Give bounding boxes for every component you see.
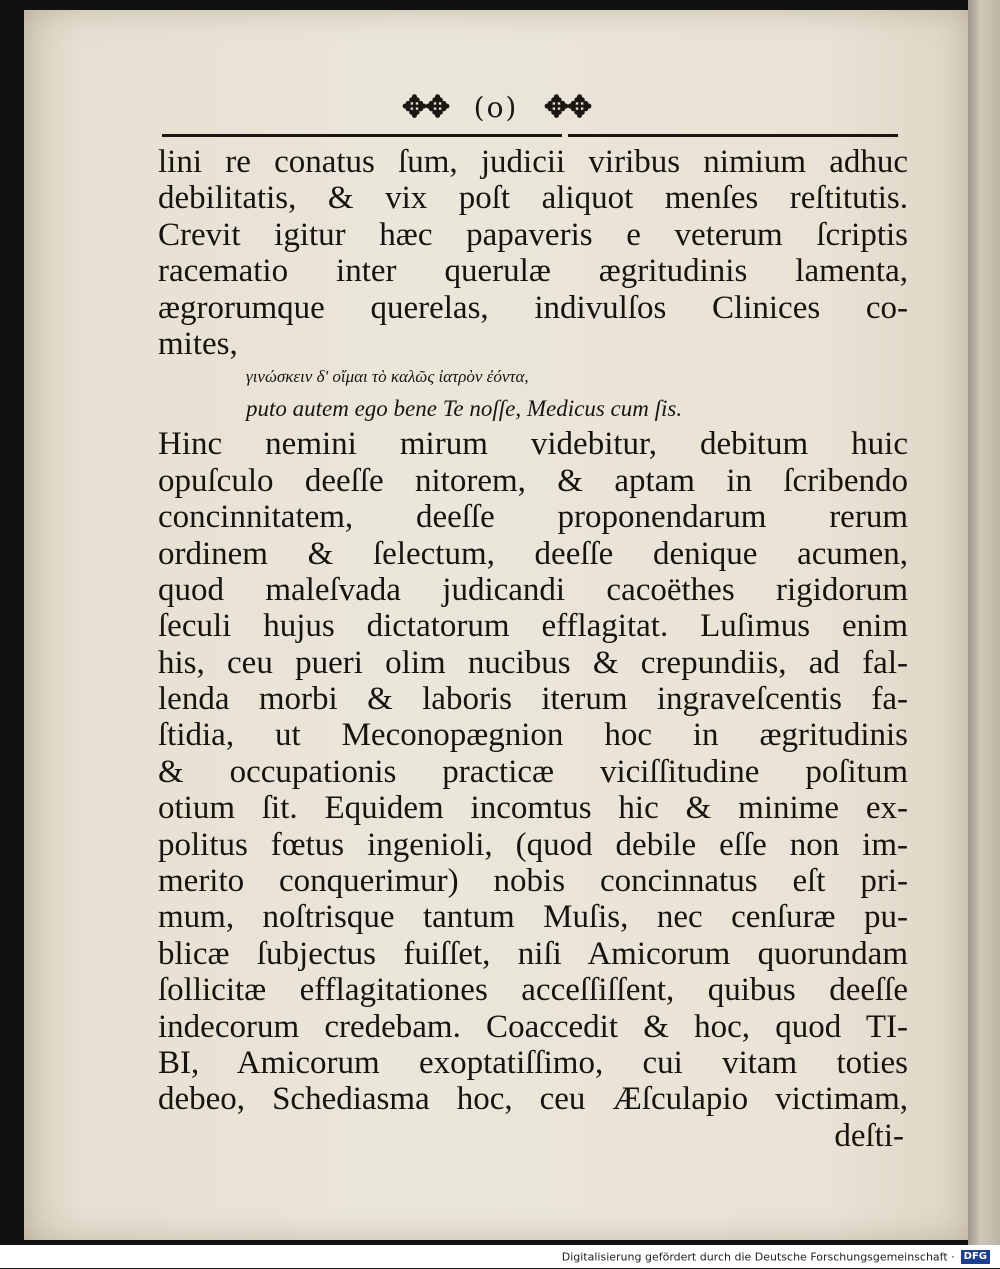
text-line: ſeculi hujus dictatorum efflagitat. Luſimus enim bbox=[158, 608, 908, 645]
text-line: Hinc nemini mirum videbitur, debitum huic bbox=[158, 426, 908, 463]
digitization-footer bbox=[0, 1245, 1000, 1268]
text-line: ſollicitæ efflagitationes acceſſiſſent, quibus deeſſe bbox=[158, 972, 908, 1009]
book-page bbox=[24, 10, 968, 1240]
text-line: & occupationis practicæ viciſſitudine poſitum bbox=[158, 753, 908, 790]
catchword: deſti- bbox=[834, 1117, 904, 1154]
body-text bbox=[158, 144, 908, 1154]
text-line: ægrorumque querelas, indivulſos Clinices co- bbox=[158, 289, 908, 326]
text-line: lini re conatus ſum, judicii viribus nimium adhuc bbox=[158, 144, 908, 180]
header-rule-left bbox=[162, 134, 562, 137]
text-line: opuſculo deeſſe nitorem, & aptam in ſcribendo bbox=[158, 462, 908, 499]
text-line: politus fœtus ingenioli, (quod debile eſſe non im- bbox=[158, 826, 908, 863]
signature-mark: (o) bbox=[473, 90, 519, 124]
footer-credit: Digitalisierung gefördert durch die Deutsche Forschungsgemeinschaft · bbox=[561, 1250, 955, 1264]
greek-quote: γινώσκειν δ' οἴμαι τὸ καλῶς ἰατρὸν ἐόντα, bbox=[246, 367, 529, 387]
text-line: indecorum credebam. Coaccedit & hoc, quod TI- bbox=[158, 1008, 908, 1045]
ornament-left-icon: ✥✥ bbox=[401, 89, 449, 125]
text-line: ordinem & ſelectum, deeſſe denique acumen, bbox=[158, 535, 908, 572]
paragraph-b bbox=[158, 426, 908, 1117]
page-edge bbox=[968, 0, 1000, 1245]
text-line: mites, bbox=[158, 325, 238, 362]
text-line: merito conquerimur) nobis concinnatus eſt pri- bbox=[158, 863, 908, 900]
dfg-logo-icon: DFG bbox=[961, 1250, 990, 1264]
text-line: ſtidia, ut Meconopægnion hoc in ægritudinis bbox=[158, 717, 908, 754]
text-line: his, ceu pueri olim nucibus & crepundiis, ad fal- bbox=[158, 644, 908, 681]
text-line: mum, noſtrisque tantum Muſis, nec cenſuræ pu- bbox=[158, 899, 908, 936]
text-line: quod maleſvada judicandi cacoëthes rigidorum bbox=[158, 571, 908, 608]
text-line: otium ſit. Equidem incomtus hic & minime ex- bbox=[158, 790, 908, 827]
text-line: lenda morbi & laboris iterum ingraveſcentis fa- bbox=[158, 681, 908, 718]
text-line: debeo, Schediasma hoc, ceu Æſculapio victimam, bbox=[158, 1081, 908, 1118]
page-header bbox=[24, 88, 968, 125]
text-line: Crevit igitur hæc papaveris e veterum ſcriptis bbox=[158, 216, 908, 253]
text-line: concinnitatem, deeſſe proponendarum rerum bbox=[158, 499, 908, 536]
ornament-right-icon: ✥✥ bbox=[543, 89, 591, 125]
latin-translation: puto autem ego bene Te noſſe, Medicus cum ſis. bbox=[246, 396, 683, 422]
text-line: BI, Amicorum exoptatiſſimo, cui vitam toties bbox=[158, 1044, 908, 1081]
header-rule-right bbox=[568, 134, 898, 137]
text-line: racematio inter querulæ ægritudinis lamenta, bbox=[158, 253, 908, 290]
text-line: blicæ ſubjectus fuiſſet, niſi Amicorum quorundam bbox=[158, 935, 908, 972]
paragraph-a bbox=[158, 144, 908, 362]
text-line: debilitatis, & vix poſt aliquot menſes reſtitutis. bbox=[158, 180, 908, 217]
